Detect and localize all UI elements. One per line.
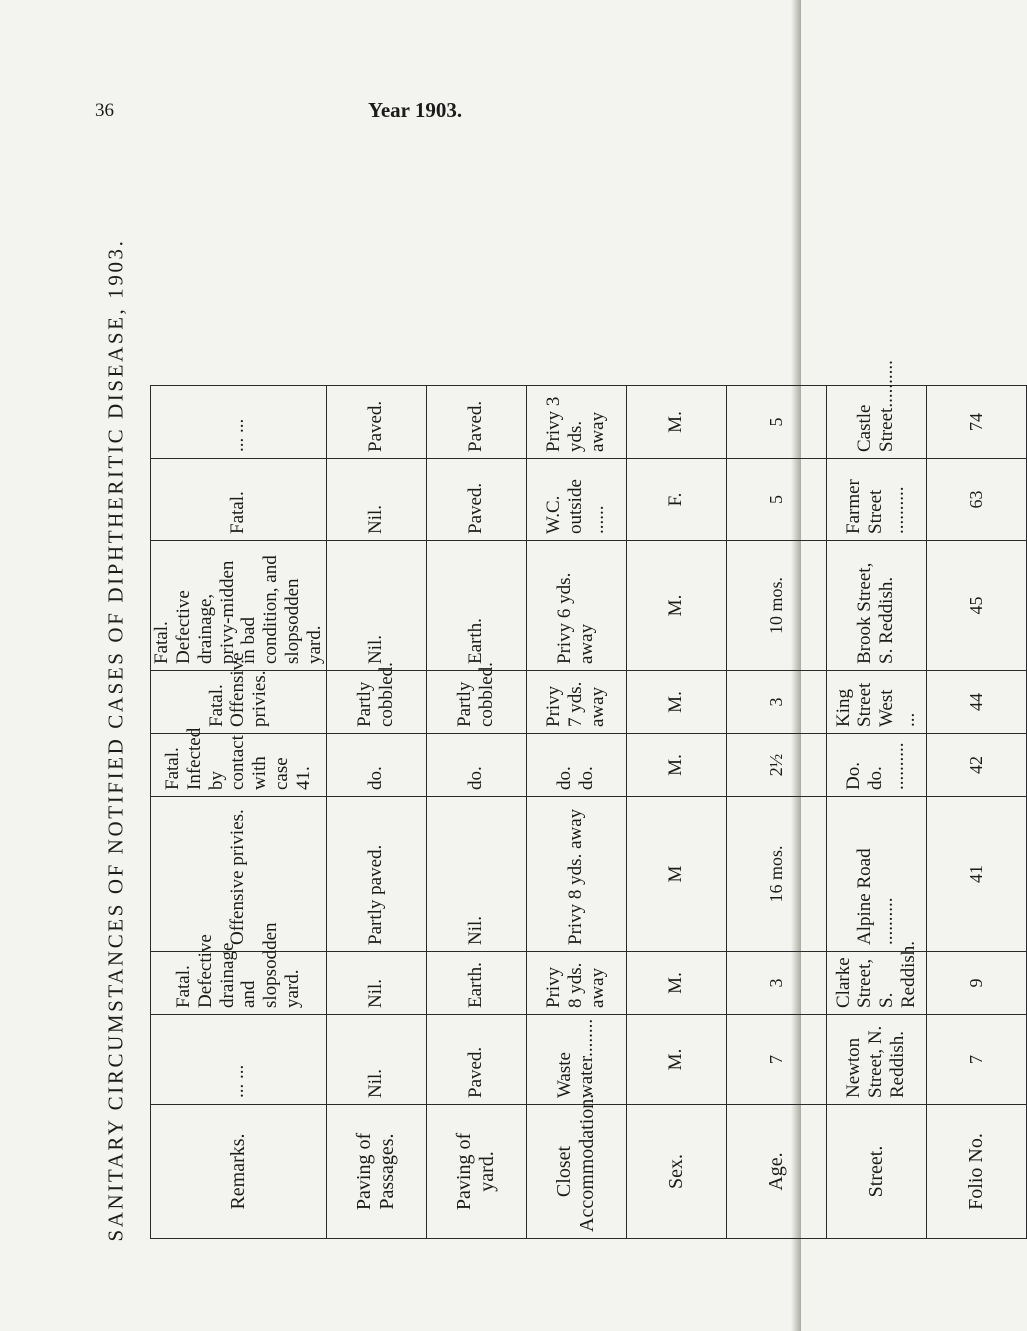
- table-title: SANITARY CIRCUMSTANCES OF NOTIFIED CASES OF DIPHTHERITIC DISEASE, 1903.: [103, 238, 128, 1242]
- cell-folio: 9: [926, 952, 1026, 1015]
- header-label: Closet Accommodation.: [526, 1105, 626, 1239]
- cell-passages: Paved.: [326, 386, 426, 459]
- cell-street: Alpine Road ..........: [826, 797, 926, 952]
- cell-remarks: Fatal. Infected by contact with case 41.: [151, 734, 327, 797]
- cell-passages: Nil.: [326, 541, 426, 671]
- header-yard: [426, 145, 526, 1239]
- header-age: [726, 145, 826, 1239]
- cell-street: King Street West ...: [826, 671, 926, 734]
- cell-yard: Earth.: [426, 541, 526, 671]
- sanitary-table: [150, 145, 987, 1239]
- cell-street: Farmer Street ..........: [826, 459, 926, 541]
- header-label: Age.: [726, 1105, 826, 1239]
- cell-folio: 63: [926, 459, 1026, 541]
- cell-age: 5: [726, 386, 826, 459]
- cell-closet: W.C. outside ......: [526, 459, 626, 541]
- header-folio: [926, 145, 1026, 1239]
- cell-sex: M.: [626, 386, 726, 459]
- header-label: Remarks.: [151, 1105, 327, 1239]
- cell-folio: 41: [926, 797, 1026, 952]
- cell-sex: F.: [626, 459, 726, 541]
- cell-yard: Paved.: [426, 386, 526, 459]
- cell-age: 16 mos.: [726, 797, 826, 952]
- cell-remarks: Fatal. Defective drainage, privy-midden in bad condition, and slopsodden yard.: [151, 541, 327, 671]
- cell-age: 3: [726, 671, 826, 734]
- header-closet: [526, 145, 626, 1239]
- cell-closet: Privy 6 yds. away: [526, 541, 626, 671]
- cell-sex: M.: [626, 671, 726, 734]
- cell-sex: M.: [626, 952, 726, 1015]
- cell-closet: Privy 7 yds. away: [526, 671, 626, 734]
- cell-passages: Nil.: [326, 459, 426, 541]
- cell-remarks: Fatal. Defective drainage and slopsodden yard.: [151, 952, 327, 1015]
- cell-folio: 45: [926, 541, 1026, 671]
- cell-street: Brook Street, S. Reddish.: [826, 541, 926, 671]
- page-number: 36: [95, 100, 114, 121]
- cell-sex: M.: [626, 734, 726, 797]
- cell-sex: M.: [626, 1015, 726, 1105]
- cell-passages: Nil.: [326, 952, 426, 1015]
- cell-street: Newton Street, N. Reddish.: [826, 1015, 926, 1105]
- cell-yard: Earth.: [426, 952, 526, 1015]
- header-street: [826, 145, 926, 1239]
- header-label: Street.: [826, 1105, 926, 1239]
- cell-passages: do.: [326, 734, 426, 797]
- cell-closet: Waste water........: [526, 1015, 626, 1105]
- cell-yard: do.: [426, 734, 526, 797]
- cell-remarks: ... ...: [151, 1015, 327, 1105]
- page-year-heading: Year 1903.: [368, 98, 463, 122]
- cell-age: 5: [726, 459, 826, 541]
- cell-folio: 74: [926, 386, 1026, 459]
- cell-remarks: Fatal. Offensive privies.: [151, 671, 327, 734]
- cell-remarks: ... ...: [151, 386, 327, 459]
- header-label: Folio No.: [926, 1105, 1026, 1239]
- cell-street: Do. do. ..........: [826, 734, 926, 797]
- cell-passages: Nil.: [326, 1015, 426, 1105]
- cell-sex: M: [626, 797, 726, 952]
- cell-age: 3: [726, 952, 826, 1015]
- cell-sex: M.: [626, 541, 726, 671]
- header-label: Paving of Passages.: [326, 1105, 426, 1239]
- header-label: Paving of yard.: [426, 1105, 526, 1239]
- cell-folio: 42: [926, 734, 1026, 797]
- cell-closet: Privy 3 yds. away: [526, 386, 626, 459]
- cell-age: 2½: [726, 734, 826, 797]
- cell-remarks: Fatal.: [151, 459, 327, 541]
- cell-yard: Nil.: [426, 797, 526, 952]
- header-label: Sex.: [626, 1105, 726, 1239]
- cell-age: 10 mos.: [726, 541, 826, 671]
- cell-yard: Paved.: [426, 1015, 526, 1105]
- cell-closet: Privy 8 yds. away: [526, 952, 626, 1015]
- cell-age: 7: [726, 1015, 826, 1105]
- cell-folio: 44: [926, 671, 1026, 734]
- cell-yard: Paved.: [426, 459, 526, 541]
- header-passages: [326, 145, 426, 1239]
- cell-closet: do. do.: [526, 734, 626, 797]
- cell-street: Clarke Street, S. Reddish.: [826, 952, 926, 1015]
- cell-street: Castle Street..........: [826, 386, 926, 459]
- cell-folio: 7: [926, 1015, 1026, 1105]
- header-sex: [626, 145, 726, 1239]
- cell-yard: Partly cobbled.: [426, 671, 526, 734]
- cell-passages: Partly paved.: [326, 797, 426, 952]
- cell-closet: Privy 8 yds. away: [526, 797, 626, 952]
- cell-remarks: Offensive privies.: [151, 797, 327, 952]
- header-remarks: [151, 145, 327, 1239]
- cell-passages: Partly cobbled.: [326, 671, 426, 734]
